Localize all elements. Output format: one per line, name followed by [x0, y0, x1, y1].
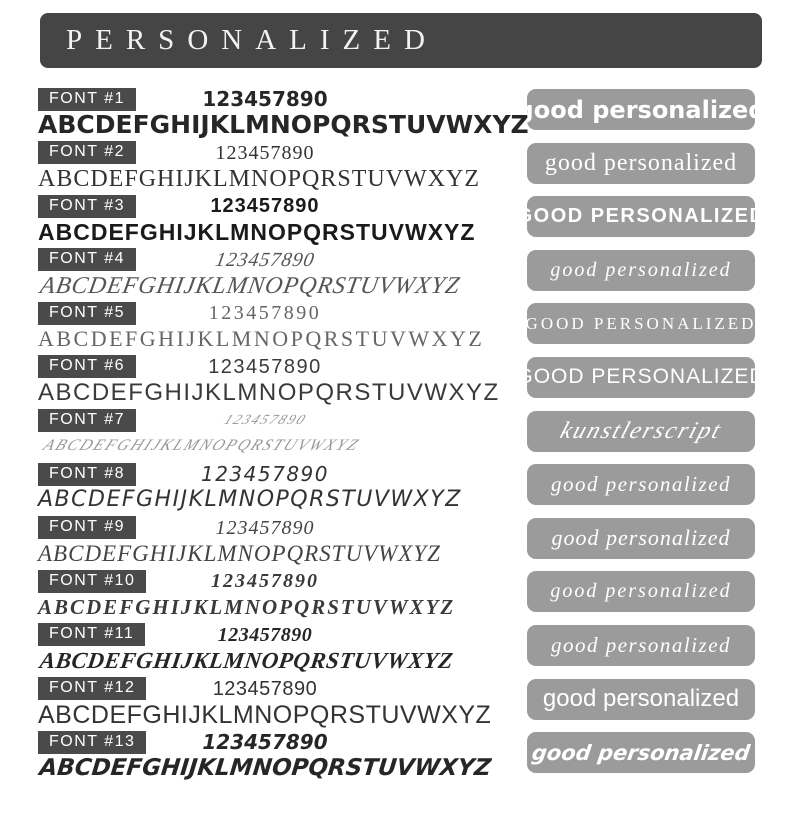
font-label-badge: FONT #4 — [38, 248, 136, 271]
preview-badge — [516, 196, 766, 237]
preview-badge — [516, 357, 766, 398]
font-sample — [38, 623, 492, 677]
font-row — [0, 301, 800, 355]
font-sample — [38, 355, 500, 409]
preview-badge-text: good personalized — [530, 740, 752, 765]
font-row — [0, 194, 800, 248]
font-sample — [38, 569, 492, 623]
numbers-sample: 123457890 — [202, 87, 328, 111]
alphabet-sample: ABCDEFGHIJKLMNOPQRSTUVWXYZ — [40, 436, 363, 454]
font-sample — [38, 516, 492, 570]
font-label-badge: FONT #5 — [38, 302, 136, 325]
preview-badge-text: good personalized — [544, 149, 738, 176]
alphabet-sample: ABCDEFGHIJKLMNOPQRSTUVWXYZ — [38, 378, 500, 406]
font-sample-top — [38, 301, 492, 325]
font-label-badge: FONT #12 — [38, 677, 146, 700]
alphabet-sample: ABCDEFGHIJKLMNOPQRSTUVWXYZ — [38, 647, 455, 673]
font-sample — [38, 141, 492, 195]
alphabet-sample: ABCDEFGHIJKLMNOPQRSTUVWXYZ — [38, 540, 441, 566]
font-row — [0, 87, 800, 141]
alphabet-sample: ABCDEFGHIJKLMNOPQRSTUVWXYZ — [38, 595, 456, 620]
font-sample — [38, 87, 529, 141]
font-sample — [38, 677, 492, 731]
numbers-sample: 123457890 — [208, 302, 322, 325]
numbers-sample: 123457890 — [211, 570, 319, 593]
font-row — [0, 248, 800, 302]
font-label-badge: FONT #10 — [38, 570, 146, 593]
font-label-badge: FONT #7 — [38, 409, 136, 432]
font-sample-top — [38, 623, 492, 647]
alphabet-sample: ABCDEFGHIJKLMNOPQRSTUVWXYZ — [38, 487, 462, 513]
font-sample-top — [38, 516, 492, 540]
alphabet-sample: ABCDEFGHIJKLMNOPQRSTUVWXYZ — [38, 110, 529, 139]
font-sample — [38, 301, 492, 355]
font-label-badge: FONT #9 — [38, 516, 136, 539]
preview-badge — [527, 303, 755, 344]
font-sample-top — [38, 569, 492, 593]
preview-badge — [527, 143, 755, 184]
font-label-badge: FONT #6 — [38, 355, 136, 378]
preview-badge-text: good personalized — [551, 525, 731, 551]
alphabet-sample: ABCDEFGHIJKLMNOPQRSTUVWXYZ — [38, 165, 481, 192]
preview-badge-text: good personalized — [516, 95, 766, 124]
preview-badge — [527, 464, 755, 505]
preview-badge-text: good personalized — [550, 580, 732, 603]
numbers-sample: 123457890 — [200, 462, 330, 487]
font-sample-top — [38, 730, 492, 754]
font-options-chart — [0, 13, 800, 813]
font-row — [0, 569, 800, 623]
font-row — [0, 355, 800, 409]
font-row — [0, 730, 800, 784]
font-label-badge: FONT #8 — [38, 463, 136, 486]
font-sample-top — [38, 409, 492, 433]
alphabet-sample: ABCDEFGHIJKLMNOPQRSTUVWXYZ — [38, 755, 493, 782]
preview-badge — [527, 518, 755, 559]
numbers-sample: 123457890 — [208, 355, 322, 378]
font-row — [0, 409, 800, 463]
preview-badge — [527, 679, 755, 720]
preview-badge-text: good personalized — [550, 632, 732, 657]
preview-badge — [516, 89, 766, 130]
font-sample-top — [38, 355, 492, 379]
font-row — [0, 462, 800, 516]
font-row — [0, 677, 800, 731]
alphabet-sample: ABCDEFGHIJKLMNOPQRSTUVWXYZ — [38, 272, 463, 299]
preview-badge — [527, 625, 755, 666]
font-sample-top — [38, 248, 492, 272]
preview-badge — [527, 732, 755, 773]
numbers-sample: 123457890 — [221, 412, 310, 428]
preview-badge-text: GOOD PERSONALIZED — [525, 313, 757, 333]
font-sample — [38, 248, 492, 302]
font-row — [0, 623, 800, 677]
numbers-sample: 123457890 — [215, 516, 315, 539]
numbers-sample: 123457890 — [215, 141, 315, 164]
font-label-badge: FONT #1 — [38, 88, 136, 111]
font-row — [0, 516, 800, 570]
preview-badge — [527, 571, 755, 612]
font-sample — [38, 194, 492, 248]
preview-badge-text: good personalized — [542, 685, 740, 713]
preview-badge — [527, 250, 755, 291]
alphabet-sample: ABCDEFGHIJKLMNOPQRSTUVWXYZ — [38, 700, 492, 729]
page-title: PERSONALIZED — [66, 24, 438, 56]
numbers-sample: 123457890 — [210, 195, 320, 218]
font-label-badge: FONT #13 — [38, 731, 146, 754]
font-sample — [38, 409, 492, 463]
preview-badge-text: GOOD PERSONALIZED — [516, 205, 766, 228]
preview-badge-text: GOOD PERSONALIZED — [516, 365, 766, 389]
preview-badge-text: kunstlerscript — [556, 417, 726, 444]
preview-badge — [527, 411, 755, 452]
personalized-header — [40, 13, 762, 68]
font-sample — [38, 462, 492, 516]
numbers-sample: 123457890 — [202, 730, 328, 755]
alphabet-sample: ABCDEFGHIJKLMNOPQRSTUVWXYZ — [38, 326, 485, 352]
font-label-badge: FONT #11 — [38, 623, 145, 646]
font-label-badge: FONT #2 — [38, 141, 136, 164]
font-label-badge: FONT #3 — [38, 195, 136, 218]
numbers-sample: 123457890 — [213, 248, 317, 271]
font-sample-top — [38, 141, 492, 165]
font-sample-top — [38, 677, 492, 701]
numbers-sample: 123457890 — [212, 677, 318, 700]
font-row — [0, 141, 800, 195]
font-sample-top — [38, 87, 492, 111]
preview-badge-text: good personalized — [550, 258, 732, 281]
font-sample-top — [38, 462, 492, 486]
numbers-sample: 123457890 — [217, 623, 313, 646]
font-sample-top — [38, 194, 492, 218]
alphabet-sample: ABCDEFGHIJKLMNOPQRSTUVWXYZ — [38, 219, 476, 246]
preview-badge-text: good personalized — [550, 472, 732, 497]
font-list — [0, 87, 800, 784]
font-sample — [38, 730, 492, 784]
